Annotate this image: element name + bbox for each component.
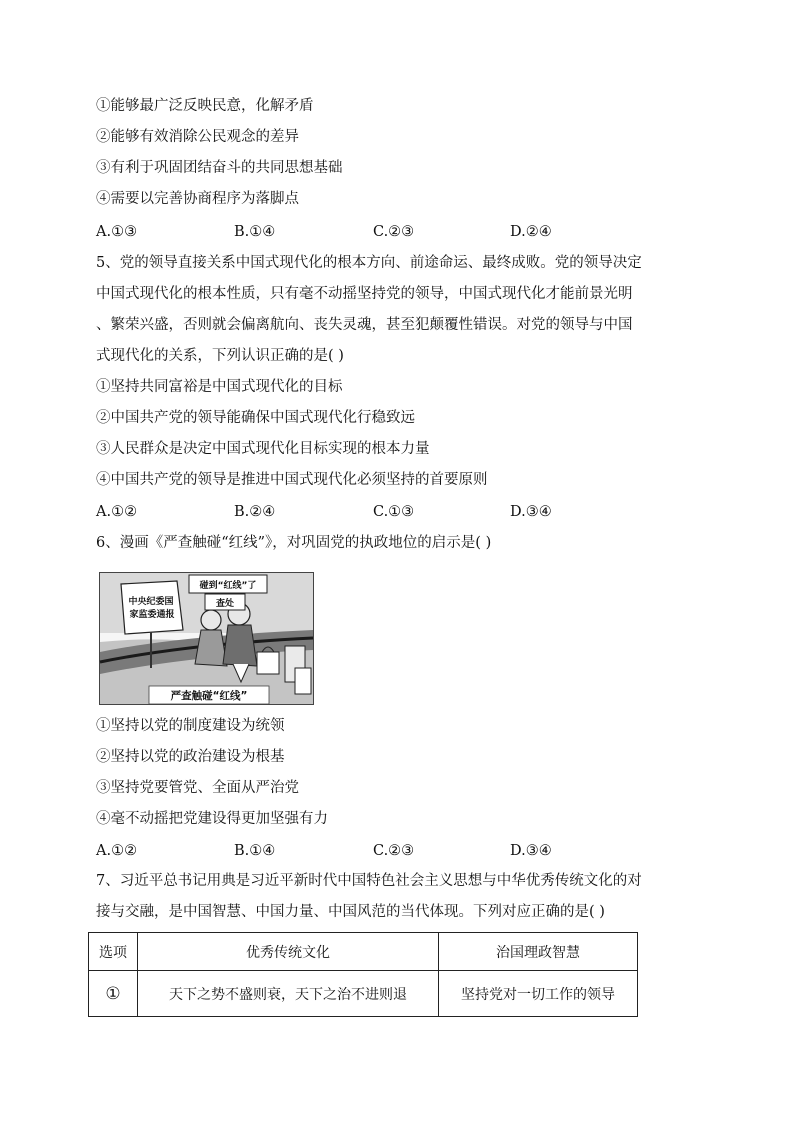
q5-statement-4: ④中国共产党的领导是推进中国式现代化必须坚持的首要原则 [96,472,488,488]
q6-statement-2: ②坚持以党的政治建设为根基 [96,749,285,765]
q6-statement-4: ④毫不动摇把党建设得更加坚强有力 [96,811,328,827]
q6-cartoon [99,572,314,705]
q6-options [96,841,696,861]
cartoon-bubble-investigate: 查处 [215,599,235,609]
q4-option-b: B.①④ [234,224,276,240]
table-header-governance: 治国理政智慧 [439,933,638,971]
q5-option-a: A.①② [96,504,138,520]
q5-stem-line-4: 式现代化的关系，下列认识正确的是( ) [96,348,344,364]
q6-statement-1: ①坚持以党的制度建设为统领 [96,718,285,734]
q6-option-b: B.①④ [234,843,276,859]
q4-option-a: A.①③ [96,224,138,240]
q7-stem-line-1: 7、习近平总书记用典是习近平新时代中国特色社会主义思想与中华优秀传统文化的对 [96,873,642,889]
table-row [89,971,638,1017]
q5-statement-1: ①坚持共同富裕是中国式现代化的目标 [96,379,343,395]
q4-option-d: D.②④ [510,224,552,240]
q6-option-c: C.②③ [373,843,415,859]
cartoon-notice-line-2: 家监委通报 [129,610,175,620]
q6-option-a: A.①② [96,843,138,859]
q4-option-c: C.②③ [373,224,415,240]
q5-stem-line-1: 5、党的领导直接关系中国式现代化的根本方向、前途命运、最终成败。党的领导决定 [96,255,642,271]
table-cell-governance: 坚持党对一切工作的领导 [439,971,638,1017]
q5-stem-line-2: 中国式现代化的根本性质，只有毫不动摇坚持党的领导，中国式现代化才能前景光明 [96,286,633,302]
q6-option-d: D.③④ [510,843,552,859]
q5-statement-3: ③人民群众是决定中国式现代化目标实现的根本力量 [96,441,430,457]
cartoon-notice-line-1: 中央纪委国 [128,597,174,607]
q7-stem-line-2: 接与交融，是中国智慧、中国力量、中国风范的当代体现。下列对应正确的是( ) [96,904,605,920]
q6-statement-3: ③坚持党要管党、全面从严治党 [96,780,299,796]
q4-statement-4: ④需要以完善协商程序为落脚点 [96,191,299,207]
cartoon-caption: 严查触碰“红线” [170,690,248,702]
q6-stem: 6、漫画《严查触碰“红线”》，对巩固党的执政地位的启示是( ) [96,535,492,551]
q5-stem-line-3: 、繁荣兴盛，否则就会偏离航向、丧失灵魂，甚至犯颠覆性错误。对党的领导与中国 [96,317,633,333]
q5-options [96,502,696,522]
table-header-row [89,933,638,971]
q5-option-d: D.③④ [510,504,552,520]
q4-statement-1: ①能够最广泛反映民意，化解矛盾 [96,98,314,114]
q7-table [88,932,638,1017]
table-cell-culture: 天下之势不盛则衰，天下之治不进则退 [138,971,439,1017]
q4-statement-2: ②能够有效消除公民观念的差异 [96,129,299,145]
table-cell-option: ① [89,971,138,1017]
cartoon-bubble-red-line: 碰到“红线”了 [199,581,257,591]
table-header-option: 选项 [89,933,138,971]
q4-options [96,222,696,242]
q5-option-c: C.①③ [373,504,415,520]
q5-option-b: B.②④ [234,504,276,520]
q5-statement-2: ②中国共产党的领导能确保中国式现代化行稳致远 [96,410,415,426]
table-header-culture: 优秀传统文化 [138,933,439,971]
q4-statement-3: ③有利于巩固团结奋斗的共同思想基础 [96,160,343,176]
